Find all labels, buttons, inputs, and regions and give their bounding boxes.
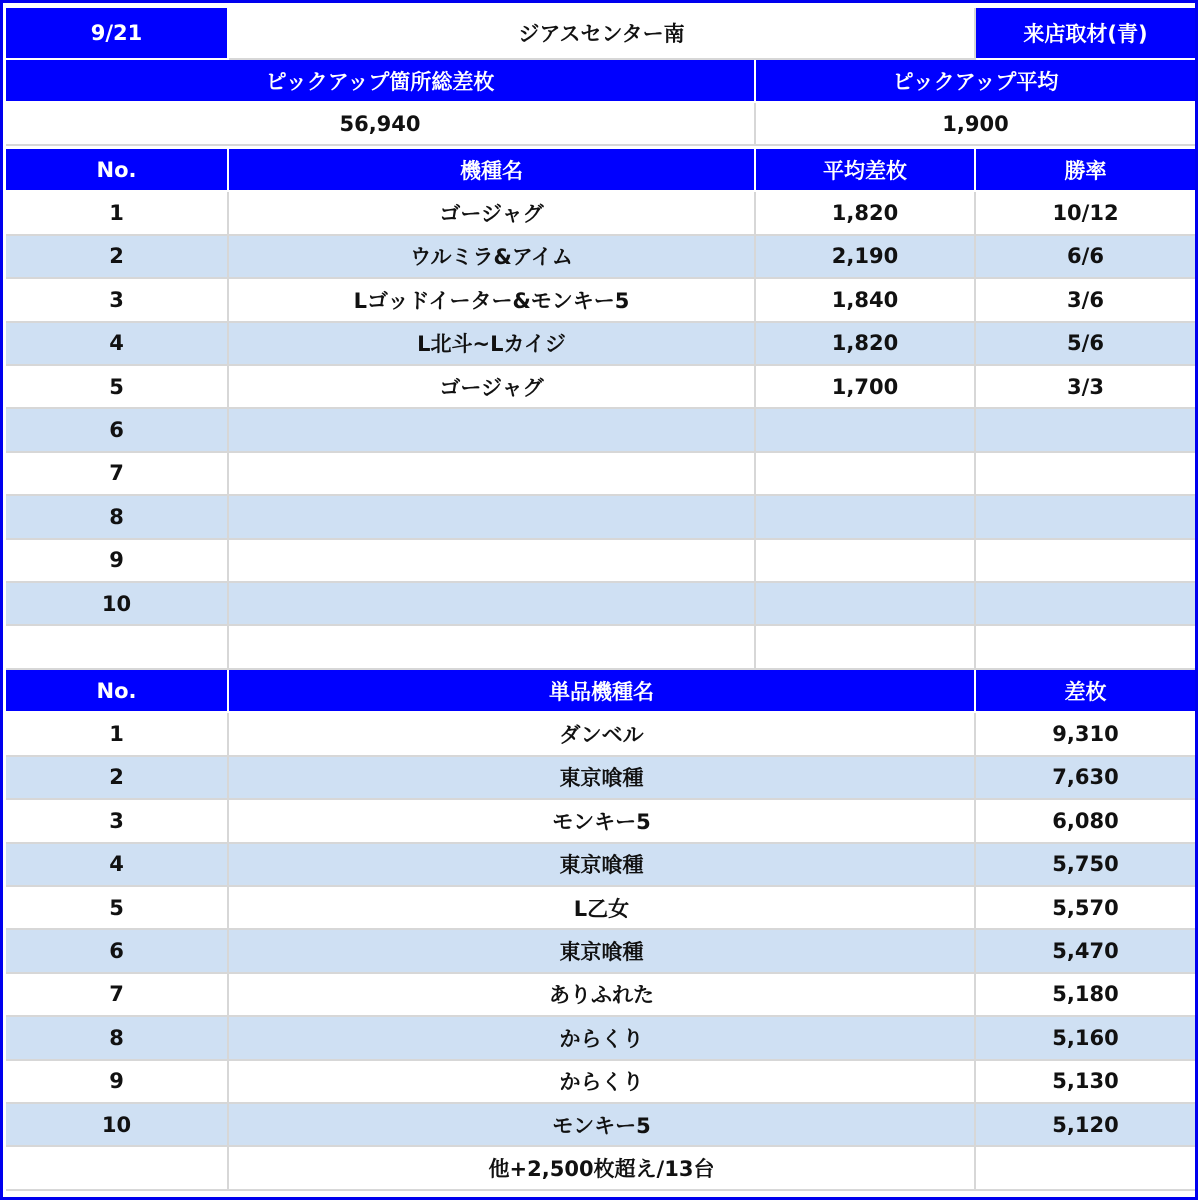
- single-footer-note: 他+2,500枚超え/13台: [229, 1147, 976, 1190]
- single-header-no: No.: [6, 670, 229, 713]
- average-value: 1,900: [756, 103, 1195, 146]
- pickup-machine: [229, 496, 756, 539]
- single-footer-spacer: [976, 1147, 1195, 1190]
- pickup-machine: [229, 540, 756, 583]
- single-machine: からくり: [229, 1017, 976, 1060]
- pickup-no: 5: [6, 366, 229, 409]
- pickup-winrate: 3/6: [976, 279, 1195, 322]
- pickup-no: 7: [6, 453, 229, 496]
- single-machine: モンキー5: [229, 1104, 976, 1147]
- pickup-average: [756, 453, 976, 496]
- total-diff-label: ピックアップ箇所総差枚: [6, 60, 756, 103]
- pickup-average: [756, 540, 976, 583]
- pickup-machine: L北斗~Lカイジ: [229, 323, 756, 366]
- pickup-average: 1,820: [756, 192, 976, 235]
- pickup-header-machine: 機種名: [229, 149, 756, 192]
- single-machine: からくり: [229, 1061, 976, 1104]
- pickup-winrate: [976, 583, 1195, 626]
- summary-table: [6, 8, 1195, 146]
- single-footer-spacer: [6, 1147, 229, 1190]
- pickup-machine: ゴージャグ: [229, 192, 756, 235]
- pickup-spacer: [976, 626, 1195, 669]
- single-machine: モンキー5: [229, 800, 976, 843]
- single-header-machine: 単品機種名: [229, 670, 976, 713]
- single-diff: 9,310: [976, 713, 1195, 756]
- pickup-winrate: [976, 540, 1195, 583]
- single-machine: ダンベル: [229, 713, 976, 756]
- pickup-average: [756, 583, 976, 626]
- pickup-no: 9: [6, 540, 229, 583]
- single-machine: 東京喰種: [229, 844, 976, 887]
- store-name: ジアスセンター南: [229, 8, 976, 60]
- pickup-machine: [229, 409, 756, 452]
- single-diff: 5,470: [976, 930, 1195, 973]
- pickup-no: 4: [6, 323, 229, 366]
- pickup-average: 2,190: [756, 236, 976, 279]
- single-diff: 5,120: [976, 1104, 1195, 1147]
- pickup-header-average: 平均差枚: [756, 149, 976, 192]
- pickup-average: 1,820: [756, 323, 976, 366]
- single-machine: ありふれた: [229, 974, 976, 1017]
- single-diff: 5,130: [976, 1061, 1195, 1104]
- pickup-machine: ゴージャグ: [229, 366, 756, 409]
- pickup-average: [756, 409, 976, 452]
- single-diff: 5,180: [976, 974, 1195, 1017]
- pickup-header-no: No.: [6, 149, 229, 192]
- pickup-winrate: [976, 453, 1195, 496]
- single-diff: 5,750: [976, 844, 1195, 887]
- single-no: 3: [6, 800, 229, 843]
- single-diff: 7,630: [976, 757, 1195, 800]
- single-table: [6, 670, 1195, 1191]
- date-cell: 9/21: [6, 8, 229, 60]
- pickup-header-winrate: 勝率: [976, 149, 1195, 192]
- single-no: 10: [6, 1104, 229, 1147]
- single-no: 9: [6, 1061, 229, 1104]
- average-label: ピックアップ平均: [756, 60, 1195, 103]
- single-machine: L乙女: [229, 887, 976, 930]
- single-no: 8: [6, 1017, 229, 1060]
- pickup-machine: Lゴッドイーター&モンキー5: [229, 279, 756, 322]
- pickup-winrate: [976, 409, 1195, 452]
- single-diff: 5,570: [976, 887, 1195, 930]
- pickup-spacer: [756, 626, 976, 669]
- single-diff: 5,160: [976, 1017, 1195, 1060]
- pickup-no: 1: [6, 192, 229, 235]
- pickup-winrate: [976, 496, 1195, 539]
- pickup-no: 8: [6, 496, 229, 539]
- pickup-winrate: 5/6: [976, 323, 1195, 366]
- pickup-no: 6: [6, 409, 229, 452]
- single-diff: 6,080: [976, 800, 1195, 843]
- event-badge: 来店取材(青): [976, 8, 1195, 60]
- pickup-no: 3: [6, 279, 229, 322]
- pickup-no: 2: [6, 236, 229, 279]
- pickup-spacer: [6, 626, 229, 669]
- single-no: 7: [6, 974, 229, 1017]
- pickup-table: [6, 149, 1195, 670]
- total-diff-value: 56,940: [6, 103, 756, 146]
- pickup-average: 1,840: [756, 279, 976, 322]
- single-machine: 東京喰種: [229, 757, 976, 800]
- pickup-machine: ウルミラ&アイム: [229, 236, 756, 279]
- pickup-spacer: [229, 626, 756, 669]
- pickup-machine: [229, 583, 756, 626]
- pickup-winrate: 6/6: [976, 236, 1195, 279]
- pickup-winrate: 10/12: [976, 192, 1195, 235]
- pickup-average: [756, 496, 976, 539]
- pickup-no: 10: [6, 583, 229, 626]
- single-no: 1: [6, 713, 229, 756]
- single-machine: 東京喰種: [229, 930, 976, 973]
- single-no: 5: [6, 887, 229, 930]
- pickup-winrate: 3/3: [976, 366, 1195, 409]
- single-header-diff: 差枚: [976, 670, 1195, 713]
- single-no: 2: [6, 757, 229, 800]
- single-no: 6: [6, 930, 229, 973]
- pickup-machine: [229, 453, 756, 496]
- pickup-average: 1,700: [756, 366, 976, 409]
- single-no: 4: [6, 844, 229, 887]
